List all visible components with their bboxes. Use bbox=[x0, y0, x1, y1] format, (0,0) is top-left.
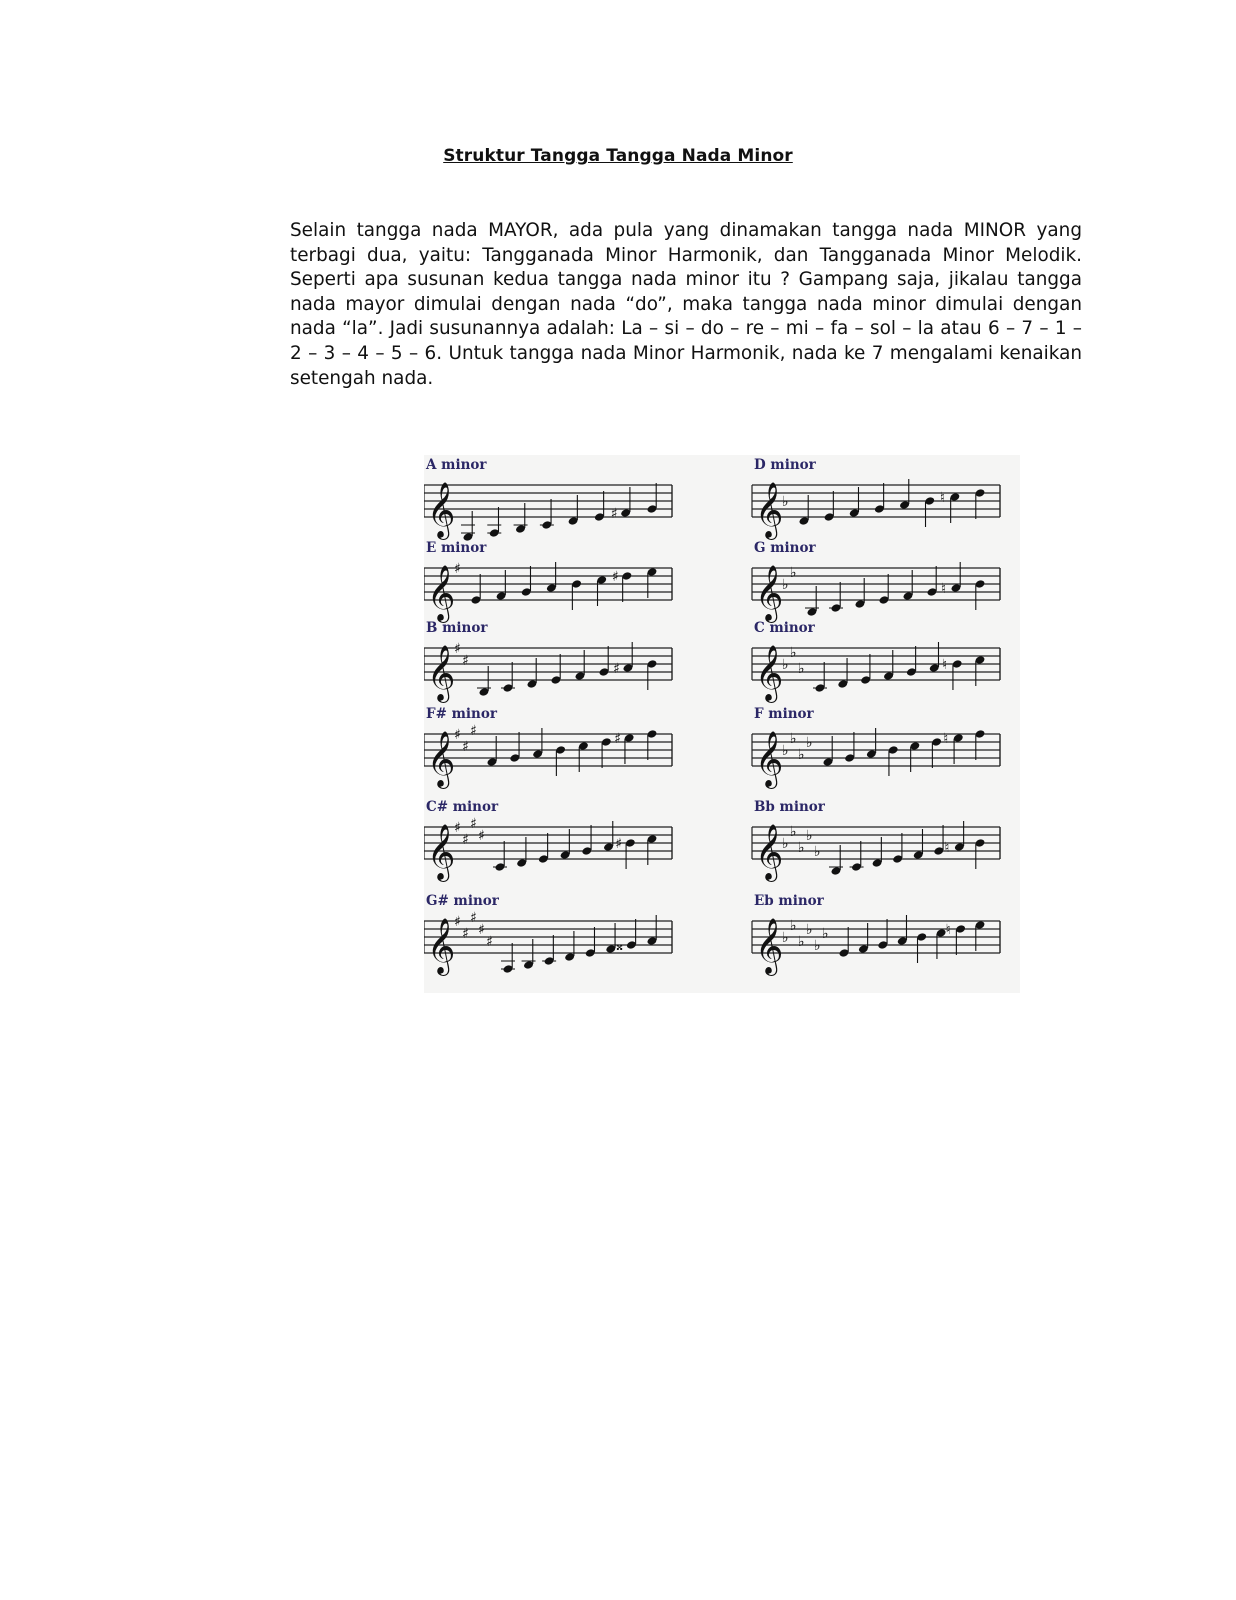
key-sharp-icon: ♯ bbox=[462, 739, 469, 755]
raised-seventh-accidental-icon: 𝄪 bbox=[616, 938, 623, 954]
key-flat-icon: ♭ bbox=[814, 938, 821, 954]
scale-label: F minor bbox=[754, 706, 814, 722]
key-sharp-icon: ♯ bbox=[470, 910, 477, 926]
key-flat-icon: ♭ bbox=[790, 731, 797, 747]
treble-clef-icon: 𝄞 bbox=[427, 824, 456, 880]
key-sharp-icon: ♯ bbox=[454, 820, 461, 836]
key-flat-icon: ♭ bbox=[782, 930, 789, 946]
raised-seventh-accidental-icon: ♮ bbox=[942, 657, 948, 673]
scale-label: B minor bbox=[426, 620, 488, 636]
key-flat-icon: ♭ bbox=[806, 828, 813, 844]
key-flat-icon: ♭ bbox=[790, 918, 797, 934]
raised-seventh-accidental-icon: ♯ bbox=[615, 836, 623, 852]
treble-clef-icon: 𝄞 bbox=[427, 918, 456, 974]
key-flat-icon: ♭ bbox=[790, 645, 797, 661]
scale-label: Eb minor bbox=[754, 893, 824, 909]
scale-label: C minor bbox=[754, 620, 815, 636]
key-flat-icon: ♭ bbox=[798, 934, 805, 950]
key-flat-icon: ♭ bbox=[806, 735, 813, 751]
key-flat-icon: ♭ bbox=[798, 840, 805, 856]
key-flat-icon: ♭ bbox=[782, 743, 789, 759]
treble-clef-icon: 𝄞 bbox=[755, 482, 784, 538]
treble-clef-icon: 𝄞 bbox=[755, 918, 784, 974]
key-flat-icon: ♭ bbox=[782, 657, 789, 673]
key-sharp-icon: ♯ bbox=[478, 922, 485, 938]
treble-clef-icon: 𝄞 bbox=[755, 824, 784, 880]
raised-seventh-accidental-icon: ♮ bbox=[941, 581, 947, 597]
key-sharp-icon: ♯ bbox=[454, 561, 461, 577]
key-sharp-icon: ♯ bbox=[470, 723, 477, 739]
figure-background bbox=[424, 455, 1020, 993]
treble-clef-icon: 𝄞 bbox=[755, 731, 784, 787]
raised-seventh-accidental-icon: ♯ bbox=[614, 731, 621, 747]
scale-label: Bb minor bbox=[754, 799, 825, 815]
key-flat-icon: ♭ bbox=[782, 494, 789, 510]
raised-seventh-accidental-icon: ♮ bbox=[943, 731, 949, 747]
key-sharp-icon: ♯ bbox=[454, 641, 461, 657]
scale-label: F# minor bbox=[426, 706, 497, 722]
key-flat-icon: ♭ bbox=[790, 565, 797, 581]
key-sharp-icon: ♯ bbox=[486, 934, 493, 950]
raised-seventh-accidental-icon: ♮ bbox=[939, 490, 945, 506]
treble-clef-icon: 𝄞 bbox=[755, 645, 784, 701]
treble-clef-icon: 𝄞 bbox=[427, 645, 456, 701]
scale-label: E minor bbox=[426, 540, 487, 556]
key-flat-icon: ♭ bbox=[790, 824, 797, 840]
key-sharp-icon: ♯ bbox=[454, 727, 461, 743]
key-flat-icon: ♭ bbox=[782, 836, 789, 852]
raised-seventh-accidental-icon: ♯ bbox=[611, 569, 619, 585]
key-sharp-icon: ♯ bbox=[462, 653, 469, 669]
scale-label: D minor bbox=[754, 457, 816, 473]
key-flat-icon: ♭ bbox=[782, 577, 789, 593]
scale-label: G# minor bbox=[426, 893, 499, 909]
key-flat-icon: ♭ bbox=[798, 747, 805, 763]
key-sharp-icon: ♯ bbox=[478, 828, 485, 844]
page-title: Struktur Tangga Tangga Nada Minor bbox=[443, 146, 793, 166]
treble-clef-icon: 𝄞 bbox=[427, 482, 456, 538]
key-sharp-icon: ♯ bbox=[470, 816, 477, 832]
key-sharp-icon: ♯ bbox=[462, 832, 469, 848]
raised-seventh-accidental-icon: ♯ bbox=[613, 661, 620, 677]
key-flat-icon: ♭ bbox=[798, 661, 805, 677]
key-flat-icon: ♭ bbox=[822, 926, 829, 942]
raised-seventh-accidental-icon: ♮ bbox=[944, 840, 950, 856]
treble-clef-icon: 𝄞 bbox=[427, 565, 456, 621]
raised-seventh-accidental-icon: ♮ bbox=[945, 922, 951, 938]
body-paragraph: Selain tangga nada MAYOR, ada pula yang dinamakan tangga nada MINOR yang terbagi dua, yaitu: Tangganada Minor Harmonik, dan Tangganada Minor Melodik. Seperti apa susunan kedua tangga nada minor itu ? Gampang saja, jikalau tangga nada mayor dimulai dengan nada “do”, maka tangga nada minor dimulai dengan nada “la”. Jadi susunannya adalah: La – si – do – re – mi – fa – sol – la atau 6 – 7 – 1 – 2 – 3 – 4 – 5 – 6. Untuk tangga nada Minor Harmonik, nada ke 7 mengalami kenaikan setengah nada. bbox=[290, 220, 1082, 389]
scale-label: G minor bbox=[754, 540, 816, 556]
key-flat-icon: ♭ bbox=[806, 922, 813, 938]
minor-scales-figure bbox=[424, 455, 1020, 993]
treble-clef-icon: 𝄞 bbox=[427, 731, 456, 787]
treble-clef-icon: 𝄞 bbox=[755, 565, 784, 621]
scale-label: C# minor bbox=[426, 799, 499, 815]
key-sharp-icon: ♯ bbox=[462, 926, 469, 942]
key-sharp-icon: ♯ bbox=[454, 914, 461, 930]
scale-label: A minor bbox=[426, 457, 487, 473]
key-flat-icon: ♭ bbox=[814, 844, 821, 860]
raised-seventh-accidental-icon: ♯ bbox=[610, 506, 618, 522]
